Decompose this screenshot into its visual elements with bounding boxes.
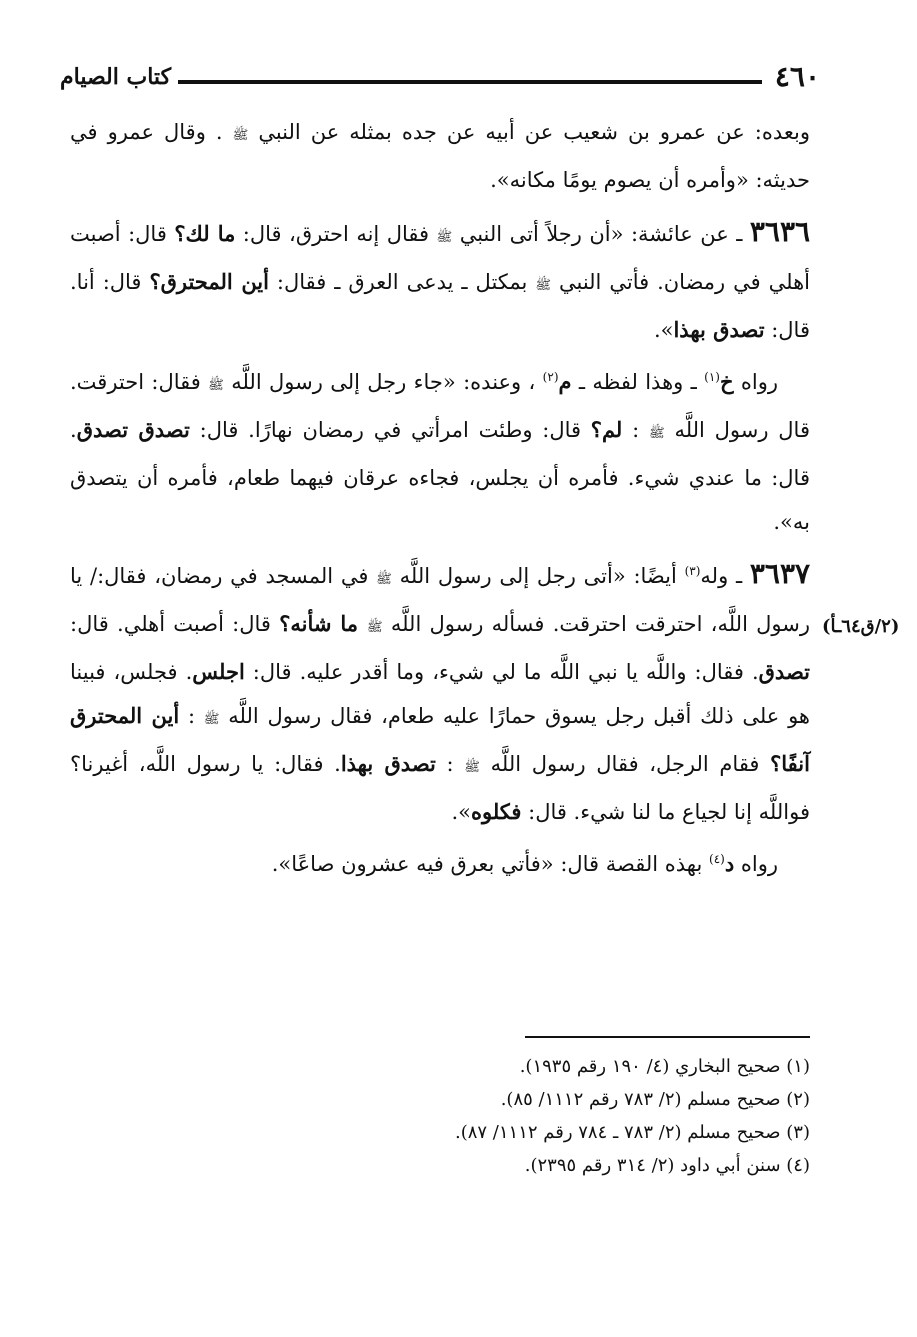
footnote-item: (٣) صحيح مسلم (٢/ ٧٨٣ ـ ٧٨٤ رقم ١١١٢/ ٨٧). xyxy=(454,1122,810,1143)
footnote-ref: (١) xyxy=(704,370,720,384)
bold-phrase: فكلوه xyxy=(470,799,522,824)
text-segment: . فقال: يا رسول اللَّه، أغيرنا؟ فواللَّه إنا لجياع ما لنا شيء. قال: xyxy=(70,752,810,824)
book-title: كتاب الصيام xyxy=(60,64,172,90)
source-siglum: د xyxy=(724,851,735,876)
text-segment: . وقال عمرو xyxy=(107,120,223,144)
text-segment: . قال: ما عندي شيء. فأمره أن يجلس، فجاءه عرقان فيهما طعام، فأمره أن يتصدق به». xyxy=(70,418,810,534)
salutation-mark: ﷺ xyxy=(203,712,220,727)
text-segment: ـ وله xyxy=(700,564,750,588)
salutation-mark: ﷺ xyxy=(208,378,224,393)
text-segment: . فجلس، فبينا هو على ذلك أقبل رجل يسوق حمارًا عليه طعام، فقال رسول اللَّه xyxy=(70,660,810,728)
bold-phrase: تصدق تصدق xyxy=(76,417,190,442)
text-segment: ـ وهذا لفظه ـ xyxy=(571,370,705,394)
text-segment: في حديثه: «وأمره أن يصوم يومًا مكانه». xyxy=(70,120,810,192)
salutation-mark: ﷺ xyxy=(436,230,453,245)
hadith-number: ٣٦٣٧ xyxy=(749,557,811,590)
riwaya-paragraph-2 xyxy=(70,842,810,886)
source-siglum: خ xyxy=(719,369,734,394)
text-segment: في المسجد في رمضان، فقال:/ يا رسول اللَّه، احترقت احترقت. فسأله رسول اللَّه xyxy=(70,564,810,636)
bold-phrase: ما شأنه؟ xyxy=(279,611,367,636)
text-segment: قال: أنا. قال: xyxy=(70,270,810,342)
footnote-item: (٤) سنن أبي داود (٢/ ٣١٤ رقم ٢٣٩٥). xyxy=(524,1155,810,1176)
manuscript-folio-note: (٢/ق٦٤ـأ) xyxy=(822,616,900,637)
footnote-ref: (٢) xyxy=(542,370,559,384)
hadith-3636 xyxy=(70,210,810,352)
riwaya-paragraph xyxy=(70,360,810,544)
text-segment: أيضًا: «أتى رجل إلى رسول اللَّه xyxy=(391,564,685,588)
bold-phrase: تصدق بهذا xyxy=(673,317,765,342)
bold-phrase: اجلس xyxy=(192,659,245,684)
footnote-item: (١) صحيح البخاري (٤/ ١٩٠ رقم ١٩٣٥). xyxy=(519,1056,810,1077)
source-siglum: م xyxy=(558,369,572,394)
bold-phrase: ما لك؟ xyxy=(174,221,236,246)
text-segment: رواه xyxy=(734,852,778,876)
bold-phrase: تصدق xyxy=(758,659,810,684)
page-number: ٤٦٠ xyxy=(774,60,820,93)
footnote-ref: (٤) xyxy=(709,852,725,866)
footnotes xyxy=(300,1050,810,1182)
hadith-number: ٣٦٣٦ xyxy=(749,215,811,248)
text-segment: بمكتل ـ يدعى العرق ـ فقال: xyxy=(268,270,536,294)
text-segment: فقال إنه احترق، قال: xyxy=(235,222,437,246)
text-segment: ، وعنده: «جاء رجل إلى رسول اللَّه xyxy=(223,370,543,394)
text-segment: بهذه القصة قال: «فأتي بعرق فيه عشرون صاعًا». xyxy=(271,852,710,876)
salutation-mark: ﷺ xyxy=(232,128,249,143)
text-segment: : xyxy=(179,704,204,728)
text-segment: ـ عن عائشة: «أن رجلاً أتى النبي xyxy=(452,222,750,246)
bold-phrase: تصدق بهذا xyxy=(340,751,436,776)
text-segment: . فقال: واللَّه يا نبي اللَّه ما لي شيء، وما أقدر عليه. قال: xyxy=(244,660,759,684)
text-segment: قال: أصبت أهلي في رمضان. فأتي النبي xyxy=(70,222,810,294)
text-segment: ». xyxy=(653,318,674,342)
text-segment: : xyxy=(435,752,465,776)
salutation-mark: ﷺ xyxy=(464,760,481,775)
salutation-mark: ﷺ xyxy=(535,278,552,293)
salutation-mark: ﷺ xyxy=(366,620,383,635)
bold-phrase: لم؟ xyxy=(590,417,623,442)
footnote-ref: (٣) xyxy=(684,564,701,578)
header-rule xyxy=(178,80,762,84)
hadith-3637 xyxy=(70,552,810,834)
text-segment: فقام الرجل، فقال رسول اللَّه xyxy=(480,752,771,776)
page-header xyxy=(60,60,820,94)
text-segment: : xyxy=(622,418,649,442)
salutation-mark: ﷺ xyxy=(376,572,392,587)
text-segment: قال: وطئت امرأتي في رمضان نهارًا. قال: xyxy=(189,418,591,442)
bold-phrase: أين المحترق آنفًا؟ xyxy=(70,703,810,776)
text-segment: ». xyxy=(451,800,471,824)
footnote-divider xyxy=(525,1036,810,1038)
text-segment: وبعده: عن عمرو بن شعيب عن أبيه عن جده بمثله عن النبي xyxy=(258,120,810,144)
salutation-mark: ﷺ xyxy=(648,426,665,441)
bold-phrase: أين المحترق؟ xyxy=(149,269,269,294)
text-segment: رواه xyxy=(733,370,778,394)
footnote-item: (٢) صحيح مسلم (٢/ ٧٨٣ رقم ١١١٢/ ٨٥). xyxy=(500,1089,810,1110)
paragraph-continuation xyxy=(70,110,810,202)
text-segment: قال: أصبت أهلي. قال: xyxy=(70,612,280,636)
main-text xyxy=(70,110,810,894)
text-segment: فقال: احترقت. قال رسول اللَّه xyxy=(70,370,810,442)
